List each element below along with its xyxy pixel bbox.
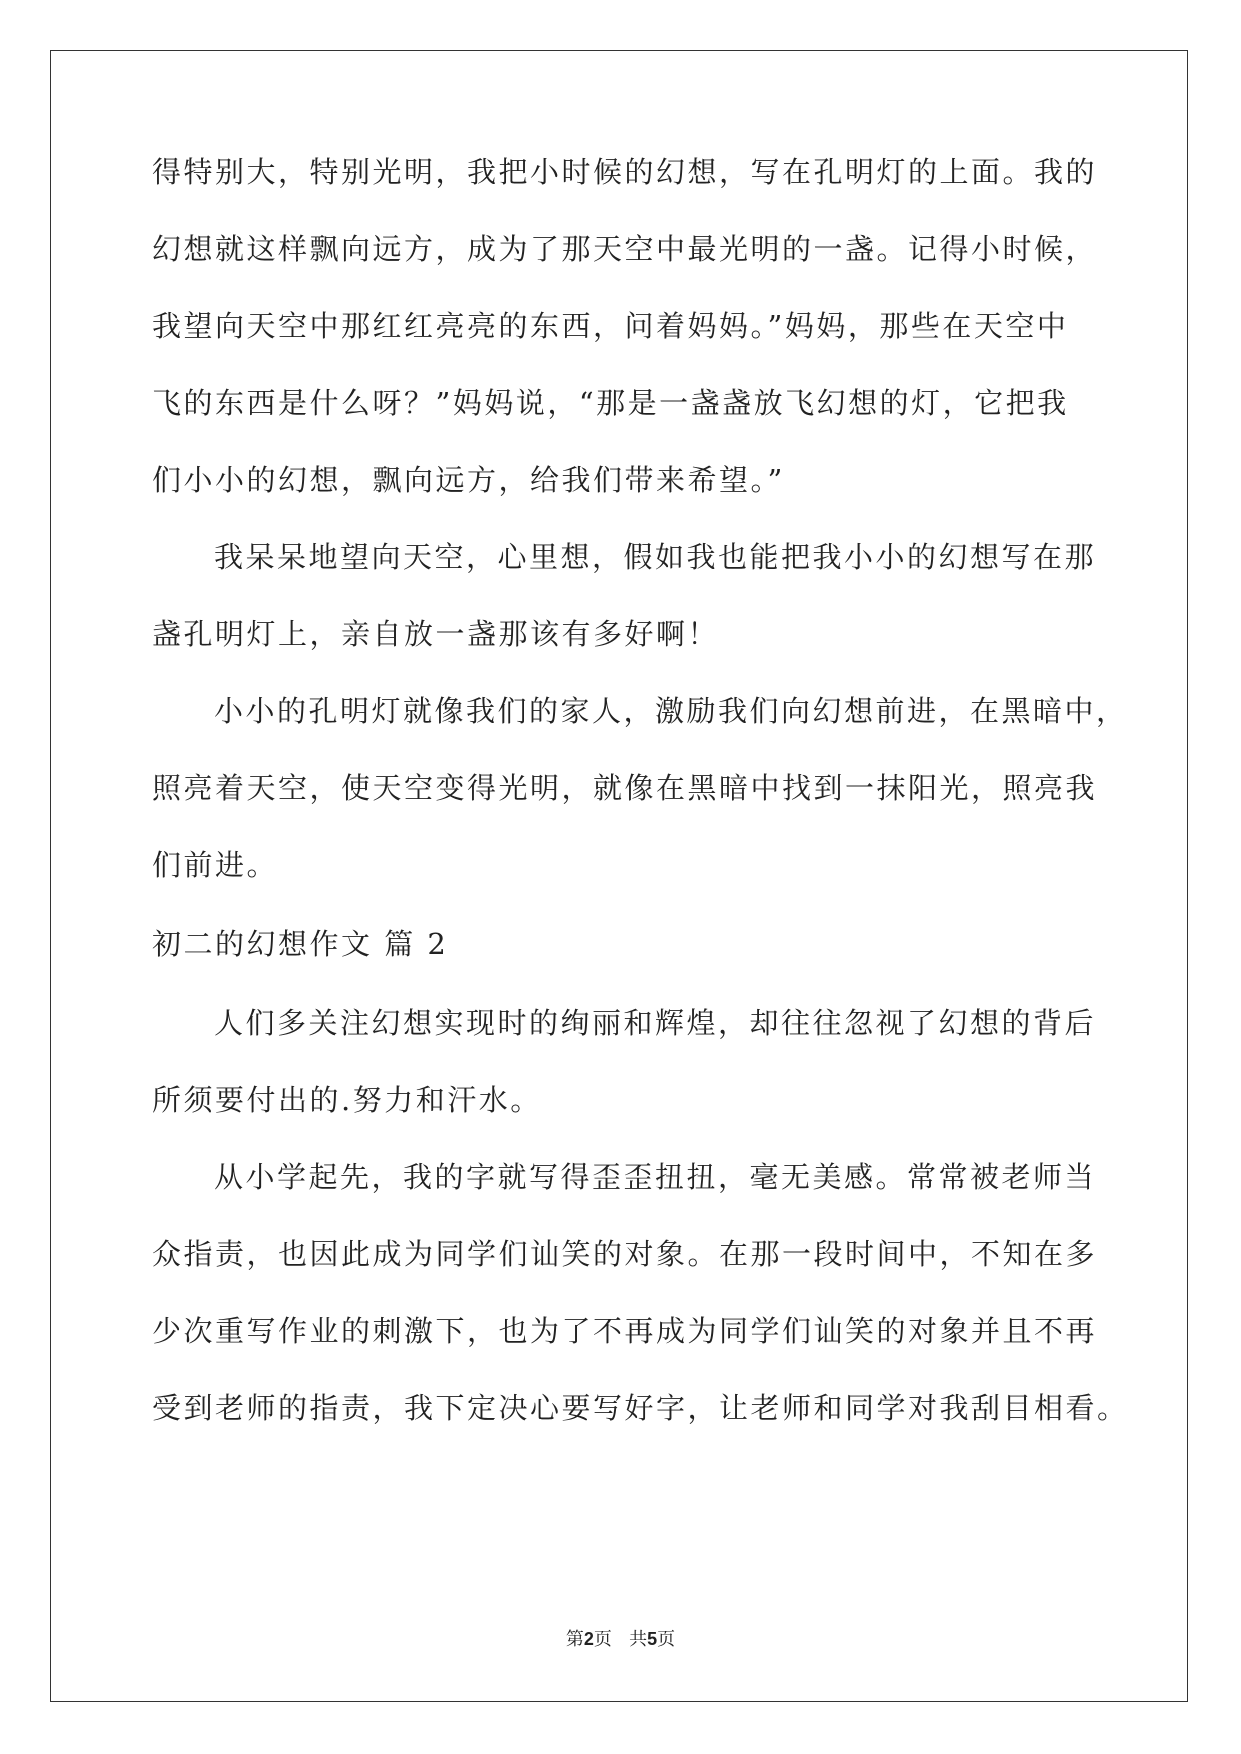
text-line: 照亮着天空，使天空变得光明，就像在黑暗中找到一抹阳光，照亮我: [152, 771, 1098, 805]
text-line: 众指责，也因此成为同学们讪笑的对象。在那一段时间中，不知在多: [152, 1237, 1098, 1271]
text-line: 得特别大，特别光明，我把小时候的幻想，写在孔明灯的上面。我的: [152, 155, 1098, 189]
paragraph-start-line: 我呆呆地望向天空，心里想，假如我也能把我小小的幻想写在那: [214, 540, 1097, 574]
text-line: 盏孔明灯上，亲自放一盏那该有多好啊！: [152, 617, 720, 651]
text-line: 飞的东西是什么呀？”妈妈说，“那是一盏盏放飞幻想的灯，它把我: [152, 386, 1069, 420]
text-line: 们小小的幻想，飘向远方，给我们带来希望。”: [152, 463, 785, 497]
text-line: 受到老师的指责，我下定决心要写好字，让老师和同学对我刮目相看。: [152, 1391, 1129, 1425]
text-line: 所须要付出的.努力和汗水。: [152, 1083, 542, 1117]
text-line: 们前进。: [152, 848, 279, 882]
section-heading: 初二的幻想作文 篇 2: [152, 927, 449, 961]
paragraph-start-line: 从小学起先，我的字就写得歪歪扭扭，毫无美感。常常被老师当: [214, 1160, 1097, 1194]
paragraph-start-line: 人们多关注幻想实现时的绚丽和辉煌，却往往忽视了幻想的背后: [214, 1006, 1097, 1040]
footer-page-suffix: 页: [593, 1629, 612, 1650]
text-line: 少次重写作业的刺激下，也为了不再成为同学们讪笑的对象并且不再: [152, 1314, 1098, 1348]
total-page-count: 5: [647, 1629, 658, 1649]
text-line: 我望向天空中那红红亮亮的东西，问着妈妈。”妈妈，那些在天空中: [152, 309, 1069, 343]
text-line: 幻想就这样飘向远方，成为了那天空中最光明的一盏。记得小时候，: [152, 232, 1098, 266]
page-footer: [0, 1630, 1241, 1649]
footer-total-prefix: 共: [629, 1629, 648, 1650]
footer-prefix: 第: [565, 1629, 584, 1650]
current-page-number: 2: [583, 1629, 594, 1649]
footer-total-suffix: 页: [657, 1629, 676, 1650]
paragraph-start-line: 小小的孔明灯就像我们的家人，激励我们向幻想前进，在黑暗中，: [214, 694, 1128, 728]
